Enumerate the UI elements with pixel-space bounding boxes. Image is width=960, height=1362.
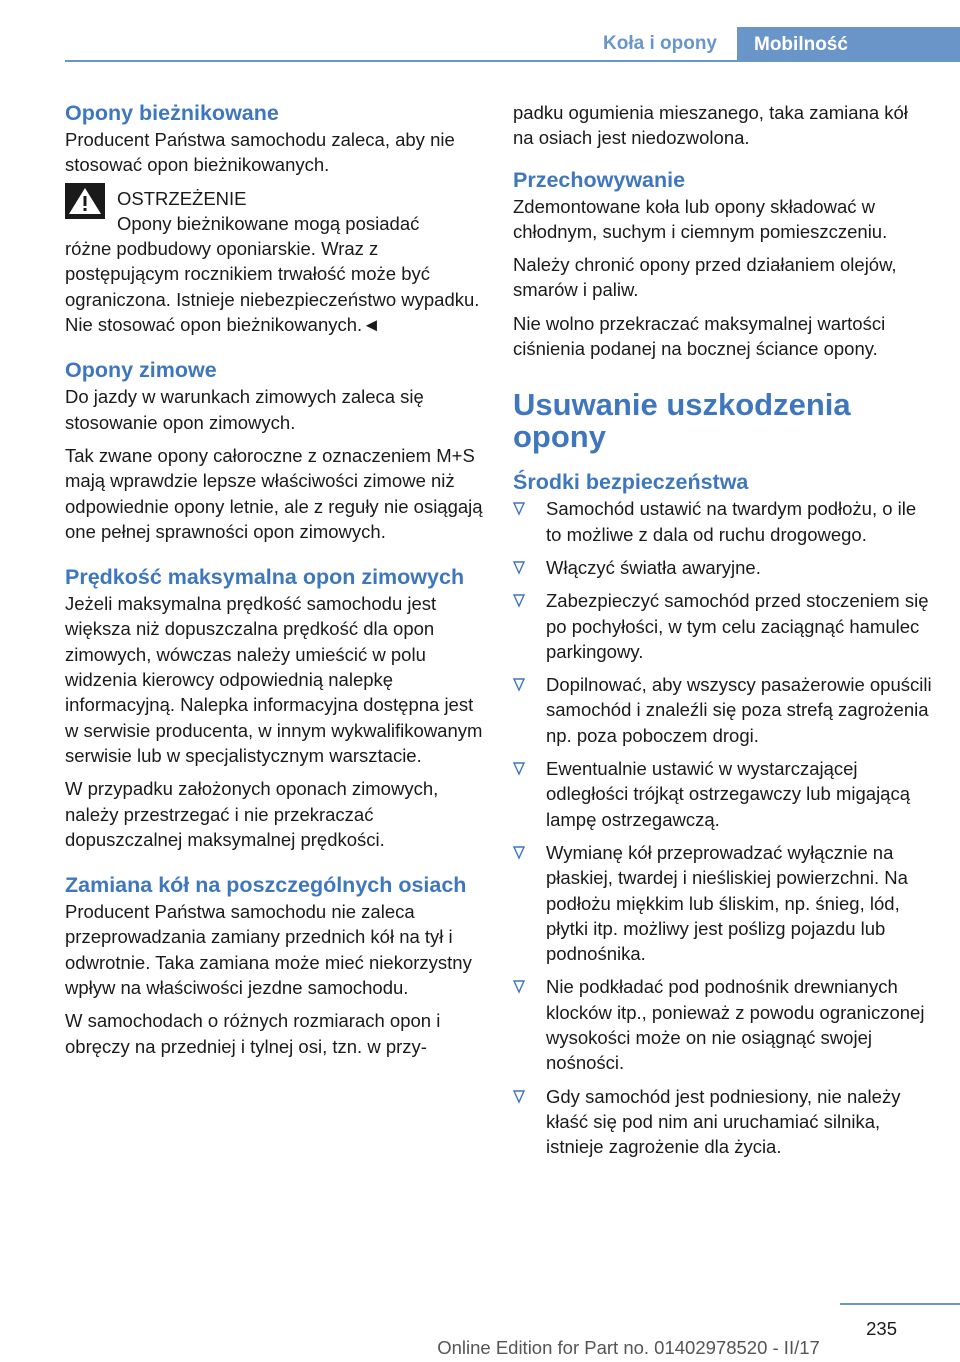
list-item-text: Zabezpieczyć samochód przed stoczeniem się po pochyłości, w tym celu zaciągnąć hamulec parkingowy. <box>546 590 929 662</box>
bullet-triangle-icon <box>513 502 525 516</box>
paragraph: Producent Państwa samochodu zaleca, aby nie stosować opon bieżnikowanych. <box>65 129 455 176</box>
warning-icon <box>65 183 105 219</box>
list-item <box>513 555 933 580</box>
paragraph: Jeżeli maksymalna prędkość samochodu jest większa niż dopuszczalna prędkość dla opon zimowych, wówczas należy umieścić w polu widzenia kierowcy odpowiednią nalepkę informacyjną. Nalepka informacyjna dostępna jest w serwisie producenta, w innym wykwalifikowanym serwisie lub w specjalistycznym warsztacie. <box>65 593 483 766</box>
list-item-text: Ewentualnie ustawić w wystarczającej odległości trójkąt ostrzegawczy lub migającą lampę ostrzegawczą. <box>546 758 911 830</box>
heading-safety-measures: Środki bezpieczeństwa <box>513 470 749 495</box>
paragraph: Zdemontowane koła lub opony składować w chłodnym, suchym i ciemnym pomieszczeniu. <box>513 195 888 242</box>
section-winter-tires <box>65 357 483 544</box>
paragraph: Tak zwane opony całoroczne z oznaczeniem M+S mają wprawdzie lepsze właściwości zimowe niż odpowiednie opony letnie, ale z reguły nie osiągają one pełnej sprawności opon zimowych. <box>65 444 483 542</box>
list-item-text: Dopilnować, aby wszyscy pasażerowie opuścili samochód i znaleźli się poza strefą zagrożenia np. poza poboczem drogi. <box>546 674 932 746</box>
list-item-text: Samochód ustawić na twardym podłożu, o ile to możliwe z dala od ruchu drogowego. <box>546 498 917 545</box>
safety-list <box>513 496 933 1159</box>
list-item <box>513 756 933 832</box>
bullet-triangle-icon <box>513 846 525 860</box>
header-chapter: Mobilność <box>737 27 960 62</box>
list-item <box>513 496 933 547</box>
section-storage <box>513 167 933 362</box>
list-item-text: Włączyć światła awaryjne. <box>546 556 761 578</box>
edition-footer: Online Edition for Part no. 01402978520 - II/17 <box>437 1337 820 1358</box>
list-item-text: Gdy samochód jest podniesiony, nie należy kłaść się pod nim ani uruchamiać silnika, istnieje zagrożenie dla życia. <box>546 1085 901 1158</box>
paragraph: W samochodach o różnych rozmiarach opon i obręczy na przedniej i tylnej osi, tzn. w przy- <box>65 1010 441 1057</box>
paragraph: Nie wolno przekraczać maksymalnej wartości ciśnienia podanej na bocznej ściance opony. <box>513 312 886 360</box>
left-column <box>65 100 483 1067</box>
paragraph: Należy chronić opony przed działaniem olejów, smarów i paliw. <box>513 254 897 301</box>
footer-rule <box>840 1303 960 1305</box>
bullet-triangle-icon <box>513 762 525 776</box>
bullet-triangle-icon <box>513 980 525 994</box>
list-item <box>513 1084 933 1160</box>
heading-retreaded-tires: Opony bieżnikowane <box>65 101 279 125</box>
warning-block <box>65 186 483 338</box>
list-item <box>513 588 933 664</box>
paragraph: padku ogumienia mieszanego, taka zamiana kół na osiach jest niedozwolona. <box>513 102 908 149</box>
bullet-triangle-icon <box>513 561 525 575</box>
list-item <box>513 974 933 1075</box>
heading-storage: Przechowywanie <box>513 167 686 192</box>
chapter-title: Usuwanie uszkodzenia opony <box>513 387 851 455</box>
heading-max-speed: Prędkość maksymalna opon zimowych <box>65 565 465 590</box>
warning-title: OSTRZEŻENIE <box>117 187 247 209</box>
list-item-text: Wymianę kół przeprowadzać wyłącznie na płaskiej, twardej i nieśliskiej powierzchni. Na podłożu miękkim lub śliskim, np. śnieg, lód, płytki itp. możliwy jest poślizg pojazdu lub podnośnika. <box>546 841 908 965</box>
section-wheel-rotation <box>65 872 483 1059</box>
page-number: 235 <box>866 1318 897 1339</box>
warning-text: różne podbudowy oponiarskie. Wraz z postępującym rocznikiem trwałość może być ograniczona. Istnieje niebezpieczeństwo wypadku. Nie stosować opon bieżnikowanych.◄ <box>65 238 480 336</box>
list-item <box>513 672 933 748</box>
bullet-triangle-icon <box>513 1090 525 1104</box>
list-item <box>513 840 933 966</box>
bullet-triangle-icon <box>513 594 525 608</box>
list-item-text: Nie podkładać pod podnośnik drewnianych klocków itp., ponieważ z powodu ograniczonej wysokości może on nie osiągnąć swojej nośności. <box>546 976 925 1074</box>
paragraph: Do jazdy w warunkach zimowych zaleca się stosowanie opon zimowych. <box>65 386 424 433</box>
bullet-triangle-icon <box>513 678 525 692</box>
heading-winter-tires: Opony zimowe <box>65 358 217 383</box>
heading-wheel-rotation: Zamiana kół na poszczególnych osiach <box>65 873 467 898</box>
header-section: Koła i opony <box>603 33 717 54</box>
right-column <box>513 100 933 1168</box>
section-max-speed <box>65 564 483 852</box>
warning-text: Opony bieżnikowane mogą posiadać <box>117 212 420 234</box>
paragraph: Producent Państwa samochodu nie zaleca przeprowadzania zamiany przednich kół na tył i odwrotnie. Taka zamiana może mieć niekorzystny wpływ na właściwości jezdne samochodu. <box>65 901 472 999</box>
paragraph: W przypadku założonych oponach zimowych, należy przestrzegać i nie przekraczać dopuszczalnej maksymalnej prędkości. <box>65 778 439 850</box>
